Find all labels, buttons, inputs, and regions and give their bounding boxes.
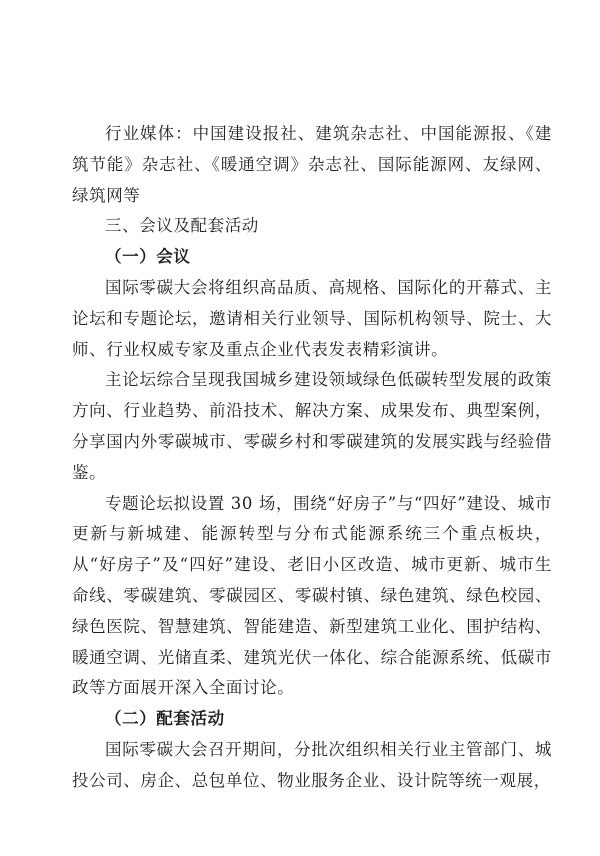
- subheading-supporting-activities: （二）配套活动: [105, 709, 225, 729]
- media-paragraph: 行业媒体：中国建设报社、建筑杂志社、中国能源报、《建筑节能》杂志社、《暖通空调》杂志社、国际能源网、友绿网、绿筑网等: [72, 124, 552, 205]
- main-forum-paragraph: 主论坛综合呈现我国城乡建设领域绿色低碳转型发展的政策方向、行业趋势、前沿技术、解决方案、成果发布、典型案例，分享国内外零碳城市、零碳乡村和零碳建筑的发展实践与经验借鉴。: [72, 370, 552, 482]
- section-heading-meetings-and-activities: 三、会议及配套活动: [105, 216, 259, 236]
- intro-paragraph: 国际零碳大会将组织高品质、高规格、国际化的开幕式、主论坛和专题论坛，邀请相关行业领导、国际机构领导、院士、大师、行业权威专家及重点企业代表发表精彩演讲。: [72, 277, 552, 359]
- special-forum-paragraph: 专题论坛拟设置 30 场，围绕“好房子”与“四好”建设、城市更新与新城建、能源转型与分布式能源系统三个重点板块，从“好房子”及“四好”建设、老旧小区改造、城市更新、城市生命线、零碳建筑、零碳园区、零碳村镇、绿色建筑、绿色校园、绿色医院、智慧建筑、智能建造、新型建筑工业化、围护结构、暖通空调、光储直柔、建筑光伏一体化、综合能源系统、低碳市政等方面展开深入全面讨论。: [72, 493, 552, 698]
- activities-paragraph: 国际零碳大会召开期间，分批次组织相关行业主管部门、城投公司、房企、总包单位、物业服务企业、设计院等统一观展，: [72, 739, 552, 790]
- document-body: [72, 119, 552, 797]
- subheading-meetings: （一）会议: [105, 247, 191, 267]
